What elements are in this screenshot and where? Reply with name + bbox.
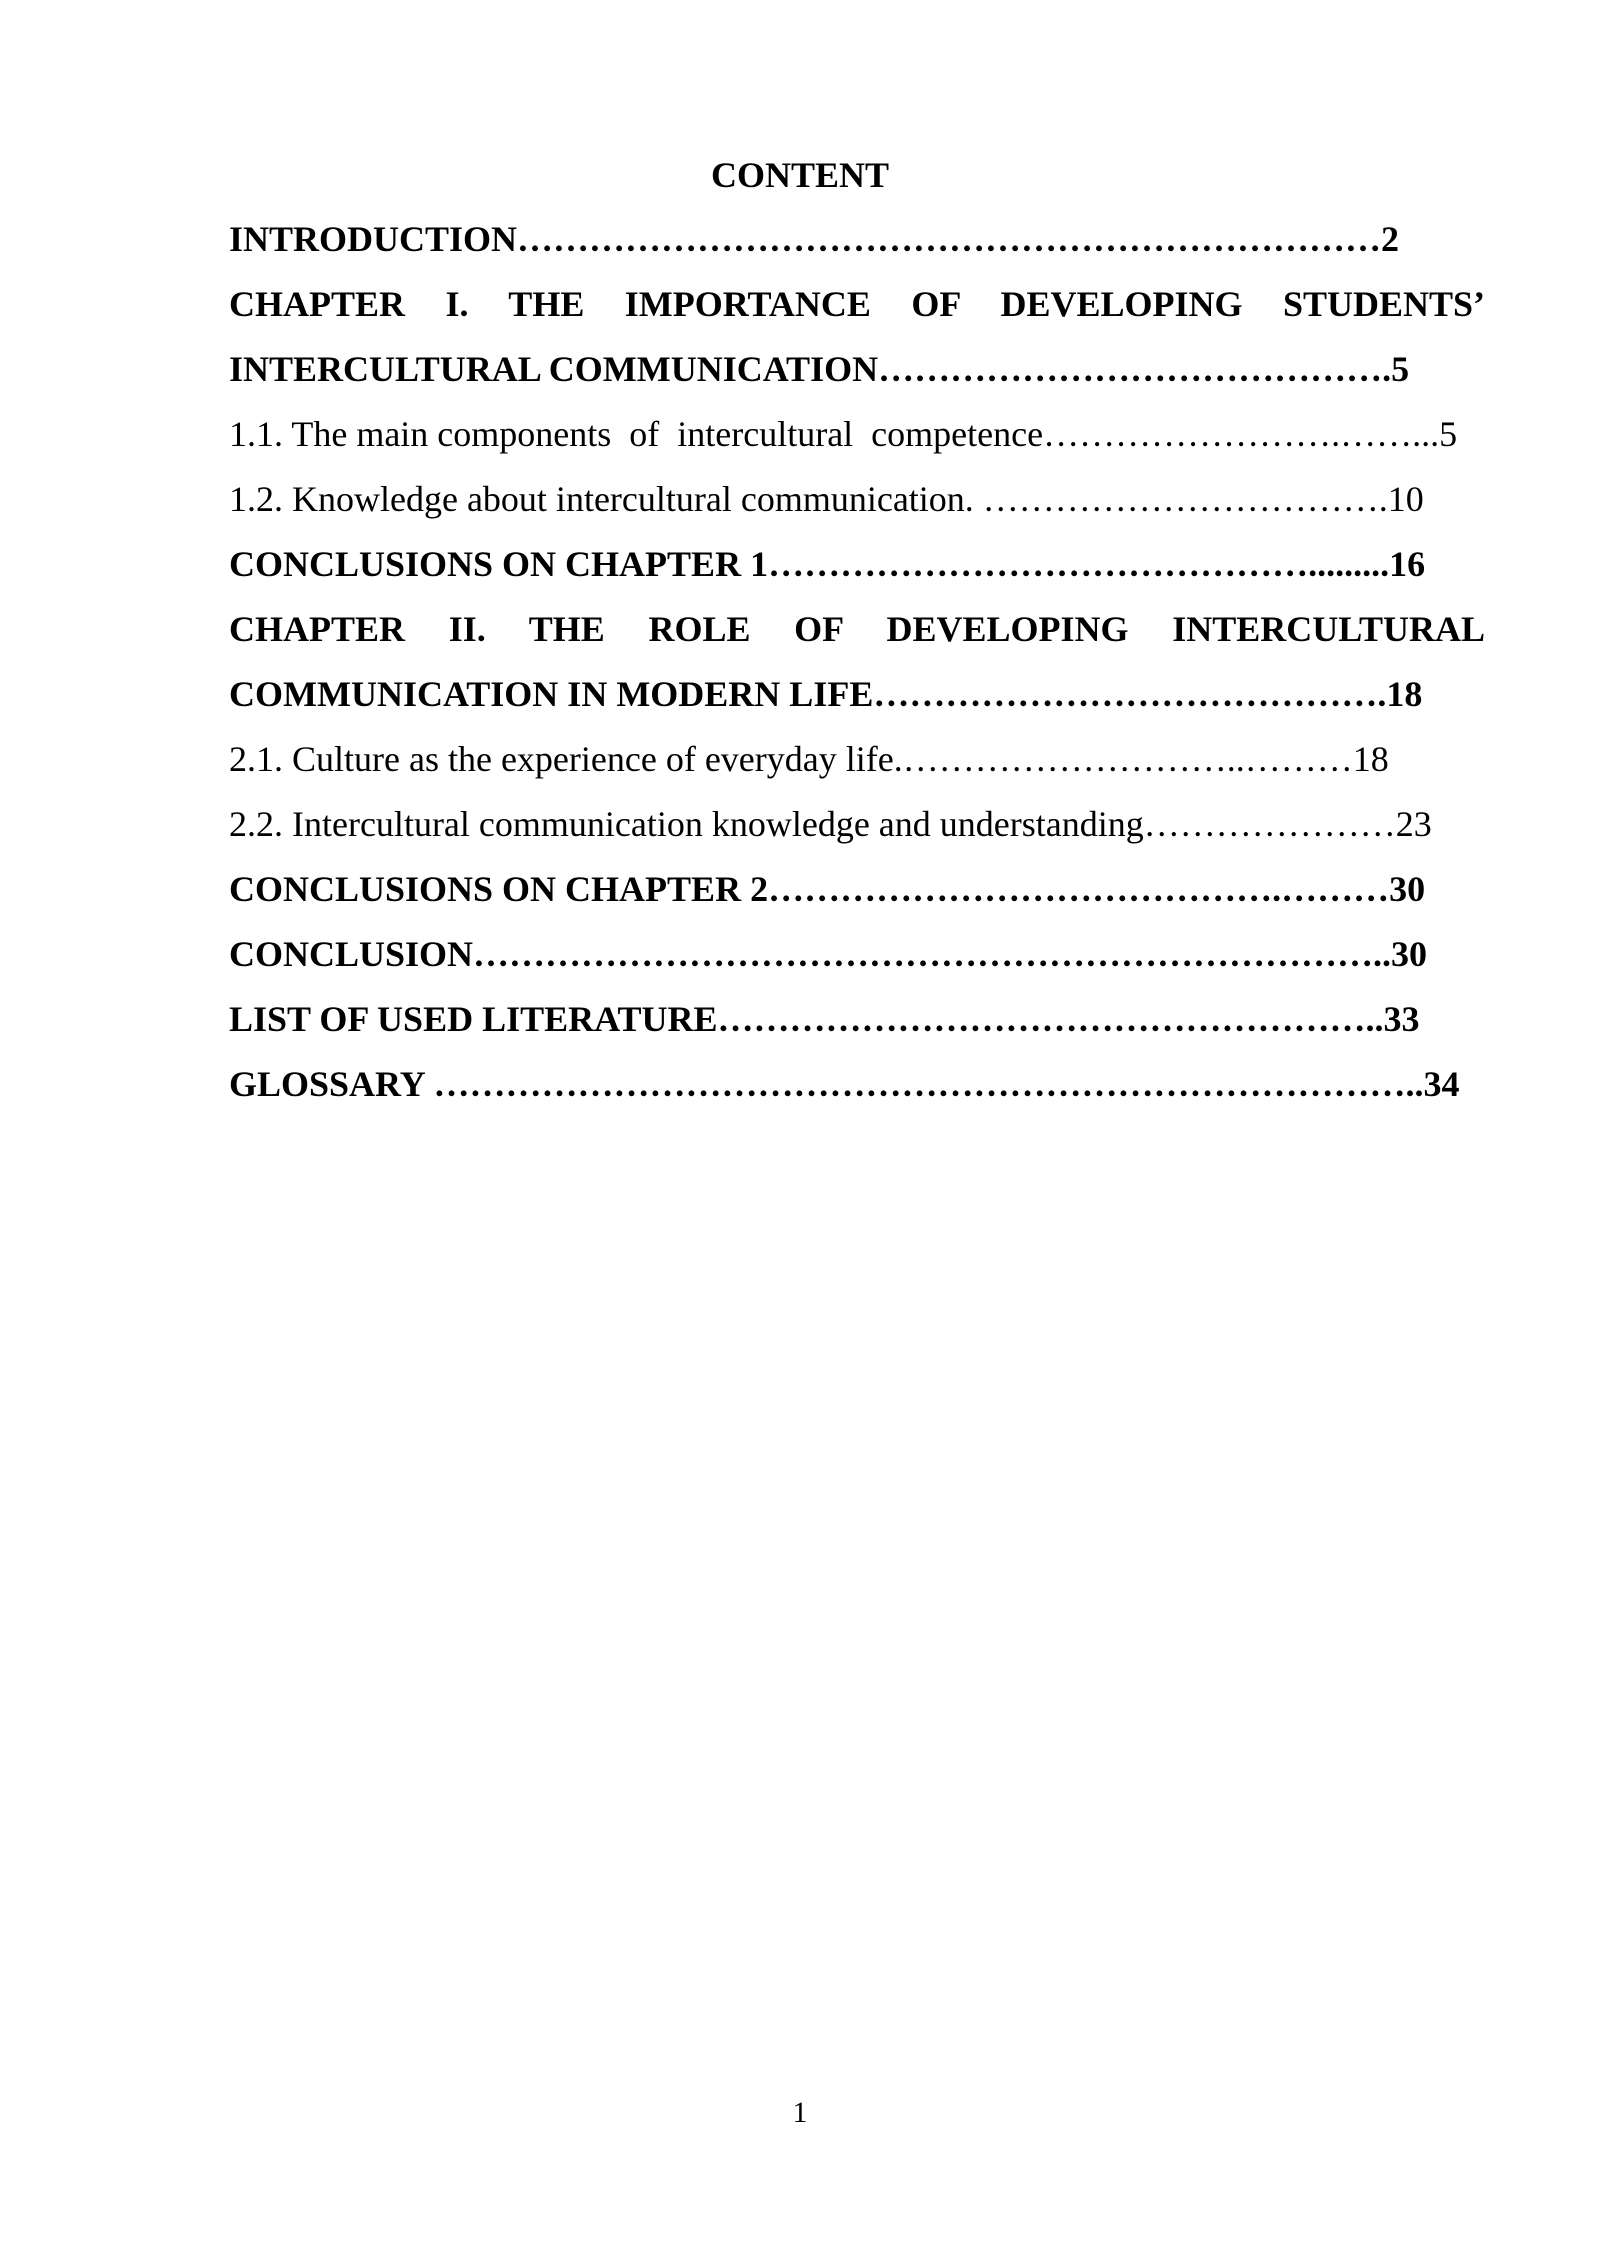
- toc-entry-chapter-1-line-1: CHAPTER I. THE IMPORTANCE OF DEVELOPING STUDENTS’: [229, 284, 1485, 324]
- toc-entry-glossary: GLOSSARY ………………………………………………………………………..34: [229, 1064, 1460, 1104]
- toc-entry-literature: LIST OF USED LITERATURE………………………………………………..33: [229, 999, 1420, 1039]
- toc-entry-conclusion: CONCLUSION…………………………………………………………………..30: [229, 934, 1428, 974]
- toc-entry-chapter-2-line-2: COMMUNICATION IN MODERN LIFE…………………………………….18: [229, 674, 1423, 714]
- toc-entry-1-2: 1.2. Knowledge about intercultural communication. …………………………….10: [229, 479, 1424, 519]
- toc-entry-chapter-2-line-1: CHAPTER II. THE ROLE OF DEVELOPING INTERCULTURAL: [229, 609, 1485, 649]
- toc-entry-conclusions-chapter-2: CONCLUSIONS ON CHAPTER 2…………………………………….………30: [229, 869, 1426, 909]
- page-title: CONTENT: [710, 155, 890, 195]
- toc-entry-1-1: 1.1. The main components of intercultural competence…………………….……...5: [229, 414, 1458, 454]
- toc-entry-introduction: INTRODUCTION………………………………………………………………2: [229, 219, 1400, 259]
- toc-entry-conclusions-chapter-1: CONCLUSIONS ON CHAPTER 1……………………………………….........16: [229, 544, 1426, 584]
- page-number: 1: [792, 2096, 808, 2129]
- toc-entry-chapter-1-line-2: INTERCULTURAL COMMUNICATION…………………………………….5: [229, 349, 1410, 389]
- toc-entry-2-1: 2.1. Culture as the experience of everyday life.………………………..………18: [229, 739, 1389, 779]
- toc-entry-2-2: 2.2. Intercultural communication knowledge and understanding…………………23: [229, 804, 1432, 844]
